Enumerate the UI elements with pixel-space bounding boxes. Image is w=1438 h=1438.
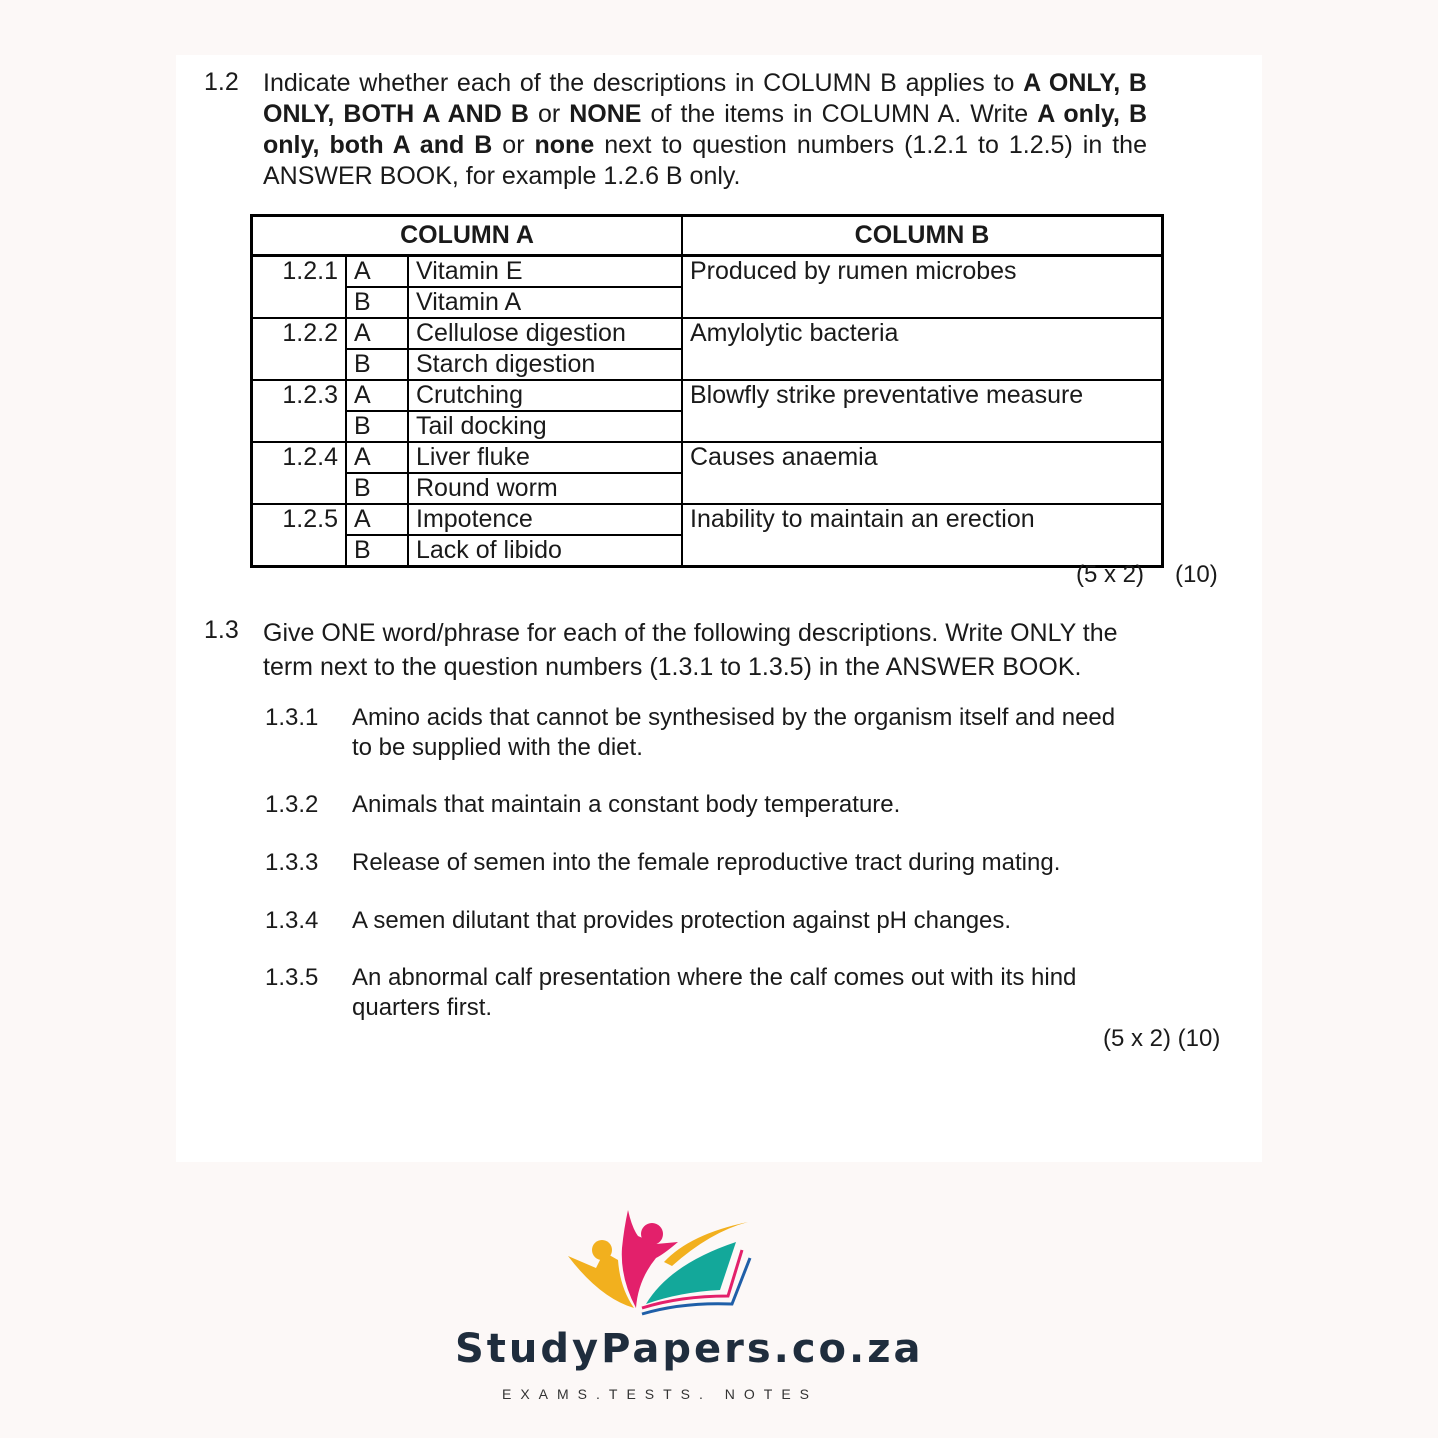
marks-calculation-1-2: (5 x 2)	[1076, 561, 1145, 588]
option-b-item: Vitamin A	[408, 287, 682, 318]
option-b-item: Tail docking	[408, 411, 682, 442]
question-1-3-instructions: Give ONE word/phrase for each of the following descriptions. Write ONLY the term next to the question numbers (1.3.1 to 1.3.5) in the ANSWER BOOK.	[263, 619, 1118, 681]
marks-1-3: (5 x 2) (10)	[1103, 1025, 1221, 1052]
brand-tagline: EXAMS.TESTS. NOTES	[501, 1386, 819, 1402]
column-b-description: Blowfly strike preventative measure	[682, 380, 1163, 442]
column-b-description: Inability to maintain an erection	[682, 504, 1163, 567]
instruction-fragment: next to question numbers (1.2.1 to 1.2.5) in the ANSWER BOOK, for example 1.2.6 B only.	[263, 131, 1147, 190]
instruction-fragment: none	[534, 131, 595, 159]
sub-question-text: Release of semen into the female reproductive tract during mating.	[352, 849, 1061, 876]
option-a-label: A	[346, 318, 408, 349]
matching-table-body	[252, 256, 1163, 567]
option-b-item: Lack of libido	[408, 535, 682, 567]
option-a-item: Crutching	[408, 380, 682, 411]
question-number-cell: 1.2.1	[252, 256, 347, 319]
studypapers-logo	[455, 1208, 924, 1408]
column-b-description: Causes anaemia	[682, 442, 1163, 504]
book-people-logo-icon	[560, 1208, 760, 1318]
column-b-description: Produced by rumen microbes	[682, 256, 1163, 319]
question-number-cell: 1.2.4	[252, 442, 347, 504]
exam-page	[176, 55, 1262, 1162]
option-b-item: Starch digestion	[408, 349, 682, 380]
table-row	[252, 256, 1163, 288]
instruction-fragment: or	[528, 100, 570, 128]
option-a-label: A	[346, 504, 408, 535]
column-b-description: Amylolytic bacteria	[682, 318, 1163, 380]
instruction-fragment: A ONLY, B ONLY, BOTH A AND B	[263, 69, 1147, 128]
question-1-2-instructions	[263, 68, 1147, 192]
instruction-fragment: of the items in COLUMN A. Write	[641, 100, 1038, 128]
table-row	[252, 504, 1163, 535]
sub-question-number: 1.3.5	[265, 964, 319, 991]
sub-question-number: 1.3.2	[265, 791, 319, 818]
column-b-header: COLUMN B	[682, 216, 1163, 256]
option-b-label: B	[346, 535, 408, 567]
sub-question-number: 1.3.4	[265, 907, 319, 934]
option-a-label: A	[346, 380, 408, 411]
question-number-cell: 1.2.3	[252, 380, 347, 442]
instruction-fragment: NONE	[569, 100, 642, 128]
option-a-item: Cellulose digestion	[408, 318, 682, 349]
question-number-1-3: 1.3	[204, 616, 239, 644]
instruction-fragment: Indicate whether each of the descriptions in COLUMN B applies to	[263, 69, 1024, 97]
sub-question-text: A semen dilutant that provides protection against pH changes.	[352, 907, 1012, 934]
instruction-fragment: A only, B only, both A and B	[263, 100, 1148, 159]
sub-question-text: Animals that maintain a constant body temperature.	[352, 791, 901, 818]
option-a-label: A	[346, 256, 408, 288]
instruction-fragment: or	[492, 131, 535, 159]
marks-total-1-2: (10)	[1175, 561, 1218, 588]
question-number-1-2: 1.2	[204, 68, 239, 96]
question-number-cell: 1.2.2	[252, 318, 347, 380]
question-number-cell: 1.2.5	[252, 504, 347, 567]
sub-question-number: 1.3.1	[265, 704, 319, 731]
sub-question-text: Amino acids that cannot be synthesised by the organism itself and need to be supplied with the diet.	[352, 704, 1116, 761]
table-row	[252, 442, 1163, 473]
matching-table	[250, 214, 1164, 568]
option-a-item: Vitamin E	[408, 256, 682, 288]
table-row	[252, 380, 1163, 411]
sub-question-number: 1.3.3	[265, 849, 319, 876]
option-a-label: A	[346, 442, 408, 473]
option-a-item: Impotence	[408, 504, 682, 535]
sub-question-text: An abnormal calf presentation where the calf comes out with its hind quarters first.	[352, 964, 1077, 1021]
brand-name: StudyPapers.co.za	[455, 1326, 924, 1372]
option-b-label: B	[346, 411, 408, 442]
option-b-label: B	[346, 473, 408, 504]
table-row	[252, 318, 1163, 349]
option-b-label: B	[346, 287, 408, 318]
option-b-label: B	[346, 349, 408, 380]
option-b-item: Round worm	[408, 473, 682, 504]
option-a-item: Liver fluke	[408, 442, 682, 473]
column-a-header: COLUMN A	[252, 216, 683, 256]
